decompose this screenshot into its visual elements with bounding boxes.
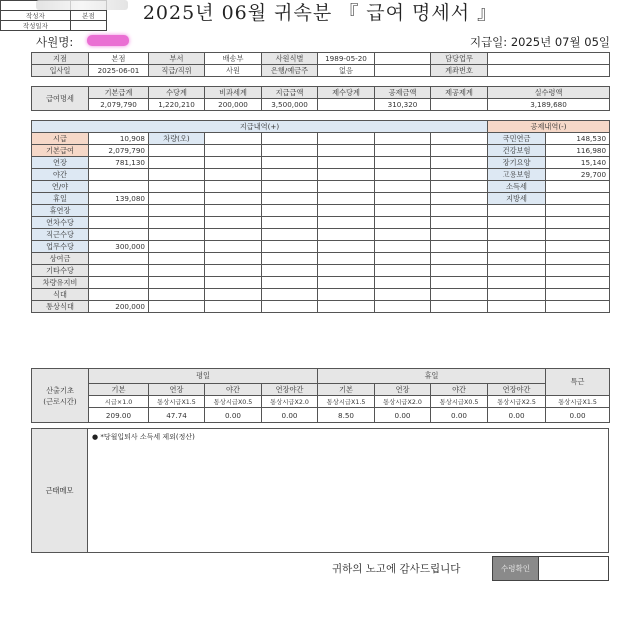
rate-label: 차량(오) — [149, 133, 205, 145]
deduction-label: 국민연금 — [488, 133, 546, 145]
receipt-box — [492, 556, 609, 581]
info-value: 2025-06-01 — [89, 65, 149, 77]
hours-value: 209.00 — [89, 408, 149, 423]
summary-value: 3,500,000 — [262, 99, 318, 111]
receipt-label: 수령확인 — [493, 557, 539, 581]
approval-cell — [70, 21, 106, 31]
special-header: 특근 — [546, 369, 610, 396]
info-value: 배송부 — [205, 53, 262, 65]
info-value: 사원 — [205, 65, 262, 77]
hours-value: 0.00 — [262, 408, 318, 423]
pay-item-label: 통상식대 — [32, 301, 89, 313]
info-label: 계좌번호 — [431, 65, 488, 77]
hours-rate: 통상시급X1.5 — [149, 396, 205, 408]
pay-item-value — [89, 217, 149, 229]
info-label: 입사일 — [32, 65, 89, 77]
info-value — [375, 53, 431, 65]
hours-rate: 통상시급X1.5 — [546, 396, 610, 408]
summary-header: 제공제계 — [431, 87, 488, 99]
pay-item-label: 식대 — [32, 289, 89, 301]
pay-item-value — [89, 205, 149, 217]
hours-value: 0.00 — [431, 408, 488, 423]
payments-table — [31, 120, 610, 313]
hours-value: 0.00 — [205, 408, 262, 423]
info-label: 은행/예금주 — [262, 65, 318, 77]
pay-item-value: 300,000 — [89, 241, 149, 253]
approval-cell: 작성자 — [1, 11, 71, 21]
hours-subheader: 연장야간 — [488, 384, 546, 396]
deduction-value: 116,980 — [546, 145, 610, 157]
info-value: 1989-05-20 — [318, 53, 375, 65]
summary-value — [431, 99, 488, 111]
pay-item-value — [89, 229, 149, 241]
pay-item-label: 연/야 — [32, 181, 89, 193]
deduction-value: 15,140 — [546, 157, 610, 169]
pay-item-label: 휴연장 — [32, 205, 89, 217]
pay-item-value — [89, 181, 149, 193]
approval-cell: 본점 — [70, 11, 106, 21]
weekday-header: 평일 — [89, 369, 318, 384]
hours-value: 0.00 — [375, 408, 431, 423]
memo-text: ● *당월입퇴사 소득세 제외(정산) — [92, 433, 195, 441]
info-label: 담당업무 — [431, 53, 488, 65]
pay-date: 지급일: 2025년 07월 05일 — [469, 35, 610, 49]
receipt-signature-field[interactable] — [539, 557, 609, 581]
hours-subheader: 야간 — [205, 384, 262, 396]
pay-item-label: 연장 — [32, 157, 89, 169]
pay-item-value: 781,130 — [89, 157, 149, 169]
info-label: 사원식별 — [262, 53, 318, 65]
memo-frame — [31, 428, 609, 553]
pay-item-label: 연차수당 — [32, 217, 89, 229]
summary-header: 기본급계 — [89, 87, 149, 99]
info-value — [488, 65, 610, 77]
pay-item-label: 휴일 — [32, 193, 89, 205]
page-title: 2025년 06월 귀속분 『 급여 명세서 』 — [142, 2, 498, 24]
pay-item-value — [89, 169, 149, 181]
summary-value: 1,220,210 — [149, 99, 205, 111]
hours-subheader: 연장 — [375, 384, 431, 396]
hours-value: 0.00 — [546, 408, 610, 423]
deduction-value — [546, 181, 610, 193]
pay-item-value: 200,000 — [89, 301, 149, 313]
deduction-label: 고용보험 — [488, 169, 546, 181]
hours-table — [31, 368, 610, 423]
summary-table — [31, 86, 610, 111]
deduction-label: 소득세 — [488, 181, 546, 193]
deduction-label: 장기요양 — [488, 157, 546, 169]
summary-header: 제수당계 — [318, 87, 375, 99]
payments-header: 지급내역(+) — [32, 121, 488, 133]
memo-label: 근태메모 — [32, 429, 88, 552]
hours-subheader: 연장 — [149, 384, 205, 396]
pay-item-label: 기타수당 — [32, 265, 89, 277]
hours-rate: 통상시급X0.5 — [431, 396, 488, 408]
info-value: 없음 — [318, 65, 375, 77]
info-value — [375, 65, 431, 77]
pay-item-value — [89, 253, 149, 265]
hours-rate: 시급×1.0 — [89, 396, 149, 408]
hours-rate: 통상시급X0.5 — [205, 396, 262, 408]
hours-rate: 통상시급X2.0 — [375, 396, 431, 408]
thanks-message: 귀하의 노고에 감사드립니다 — [332, 563, 461, 575]
company-logo-redacted — [36, 0, 128, 10]
hours-rate: 통상시급X1.5 — [318, 396, 375, 408]
pay-item-value — [89, 265, 149, 277]
deduction-value: 29,700 — [546, 169, 610, 181]
deductions-header: 공제내역(-) — [488, 121, 610, 133]
pay-item-value — [89, 277, 149, 289]
pay-item-value: 2,079,790 — [89, 145, 149, 157]
hours-subheader: 기본 — [318, 384, 375, 396]
summary-header: 비과세계 — [205, 87, 262, 99]
pay-item-label: 차량유지비 — [32, 277, 89, 289]
pay-item-label: 직근수당 — [32, 229, 89, 241]
hours-subheader: 연장야간 — [262, 384, 318, 396]
pay-item-value: 139,080 — [89, 193, 149, 205]
summary-value: 310,320 — [375, 99, 431, 111]
pay-item-label: 시급 — [32, 133, 89, 145]
hours-value: 8.50 — [318, 408, 375, 423]
hours-rate: 통상시급X2.5 — [488, 396, 546, 408]
summary-header: 공제금액 — [375, 87, 431, 99]
deduction-label: 건강보험 — [488, 145, 546, 157]
pay-item-value — [89, 289, 149, 301]
holiday-header: 휴일 — [318, 369, 546, 384]
info-value — [488, 53, 610, 65]
summary-header: 수당계 — [149, 87, 205, 99]
summary-header: 지급급액 — [262, 87, 318, 99]
info-label: 직급/직위 — [149, 65, 205, 77]
summary-value: 3,189,680 — [488, 99, 610, 111]
employee-info-table — [31, 52, 610, 77]
summary-value: 200,000 — [205, 99, 262, 111]
deduction-label: 지방세 — [488, 193, 546, 205]
employee-name-redacted — [87, 35, 129, 46]
deduction-value: 148,530 — [546, 133, 610, 145]
info-value: 본점 — [89, 53, 149, 65]
employee-name-label: 사원명: — [36, 35, 74, 49]
pay-item-value: 10,908 — [89, 133, 149, 145]
hours-value: 47.74 — [149, 408, 205, 423]
deduction-value — [546, 193, 610, 205]
hours-label: 산출기초 (근로시간) — [32, 369, 89, 423]
hours-rate: 통상시급X2.0 — [262, 396, 318, 408]
summary-header: 실수령액 — [488, 87, 610, 99]
pay-item-label: 업무수당 — [32, 241, 89, 253]
info-label: 지점 — [32, 53, 89, 65]
pay-item-label: 기본급여 — [32, 145, 89, 157]
hours-value: 0.00 — [488, 408, 546, 423]
summary-value: 2,079,790 — [89, 99, 149, 111]
approval-cell: 작성일자 — [1, 21, 71, 31]
hours-subheader: 기본 — [89, 384, 149, 396]
summary-label: 급여명세 — [32, 87, 89, 111]
pay-item-label: 상여금 — [32, 253, 89, 265]
info-label: 부서 — [149, 53, 205, 65]
pay-item-label: 야간 — [32, 169, 89, 181]
summary-value — [318, 99, 375, 111]
hours-subheader: 야간 — [431, 384, 488, 396]
